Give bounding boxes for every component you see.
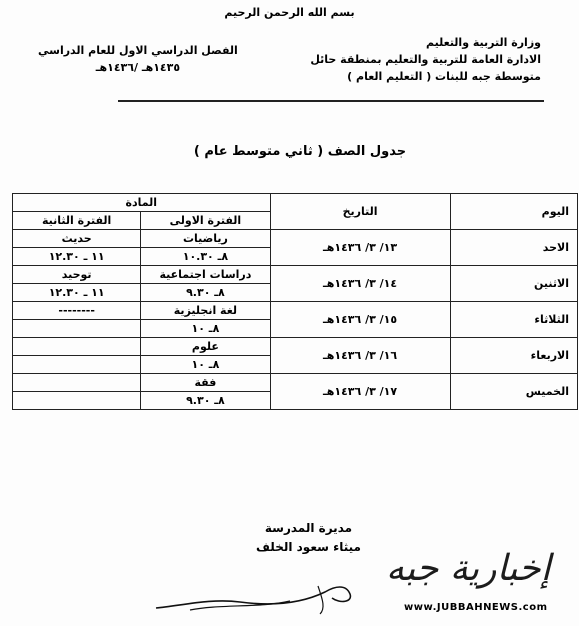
p1-time: ٨ـ ٩.٣٠ — [141, 392, 270, 410]
p2-time: ١١ ـ ١٢.٣٠ — [13, 248, 141, 266]
day-cell: الاحد — [450, 230, 577, 266]
p1-time: ٨ـ ١٠ — [141, 356, 270, 374]
day-cell: الخميس — [450, 374, 577, 410]
page-title: جدول الصف ( ثاني متوسط عام ) — [193, 144, 407, 159]
p1-subject: علوم — [141, 338, 270, 356]
p1-subject: دراسات اجتماعية — [141, 266, 270, 284]
p1-time: ٨ـ ٩.٣٠ — [141, 284, 270, 302]
date-cell: ١٥/ ٣/ ١٤٣٦هـ — [270, 302, 450, 338]
table-row — [13, 230, 578, 248]
table-row — [13, 374, 578, 392]
school-line: متوسطة جبه للبنات ( التعليم العام ) — [347, 70, 541, 83]
p2-subject — [13, 374, 141, 392]
signature-name: ميثاء سعود الخلف — [256, 540, 361, 554]
handwritten-signature — [150, 568, 360, 618]
p2-time — [13, 320, 141, 338]
watermark-logo: إخبارية جبه — [386, 548, 551, 589]
ministry-line: وزارة التربية والتعليم — [426, 36, 541, 49]
p1-subject: فقة — [141, 374, 270, 392]
basmala: بسم الله الرحمن الرحيم — [224, 6, 355, 19]
date-cell: ١٤/ ٣/ ١٤٣٦هـ — [270, 266, 450, 302]
header-date: التاريخ — [270, 194, 450, 230]
table-row — [13, 266, 578, 284]
day-cell: الاربعاء — [450, 338, 577, 374]
term-line: الفصل الدراسي الاول للعام الدراسي — [38, 44, 238, 57]
p2-time: ١١ ـ ١٢.٣٠ — [13, 284, 141, 302]
day-cell: الثلاثاء — [450, 302, 577, 338]
date-cell: ١٧/ ٣/ ١٤٣٦هـ — [270, 374, 450, 410]
p1-subject: لغة انجليزية — [141, 302, 270, 320]
p1-time: ٨ـ ١٠ — [141, 320, 270, 338]
p2-subject: توحيد — [13, 266, 141, 284]
signature-role: مديرة المدرسة — [264, 521, 353, 535]
table-row — [13, 338, 578, 356]
header-period2: الفترة الثانية — [13, 212, 141, 230]
year-line: ١٤٣٥هـ /١٤٣٦هـ — [95, 61, 181, 74]
date-cell: ١٦/ ٣/ ١٤٣٦هـ — [270, 338, 450, 374]
table-row — [13, 302, 578, 320]
p1-subject: رياضيات — [141, 230, 270, 248]
schedule-table — [12, 193, 578, 410]
p2-time — [13, 392, 141, 410]
p1-time: ٨ـ ١٠.٣٠ — [141, 248, 270, 266]
ministry-header — [310, 34, 541, 85]
header-day: اليوم — [450, 194, 577, 230]
header-period1: الفترة الاولى — [141, 212, 270, 230]
p2-time — [13, 356, 141, 374]
header-divider — [118, 100, 544, 102]
header-subject: المادة — [13, 194, 271, 212]
watermark-url: www.JUBBAHNEWS.com — [404, 602, 548, 613]
directorate-line: الادارة العامة للتربية والتعليم بمنطقة حائل — [310, 53, 541, 66]
term-header — [38, 42, 238, 76]
p2-subject — [13, 338, 141, 356]
date-cell: ١٣/ ٣/ ١٤٣٦هـ — [270, 230, 450, 266]
day-cell: الاثنين — [450, 266, 577, 302]
p2-subject: حديث — [13, 230, 141, 248]
p2-subject: -------- — [13, 302, 141, 320]
table-header-row — [13, 194, 578, 212]
signature-block — [256, 519, 361, 557]
